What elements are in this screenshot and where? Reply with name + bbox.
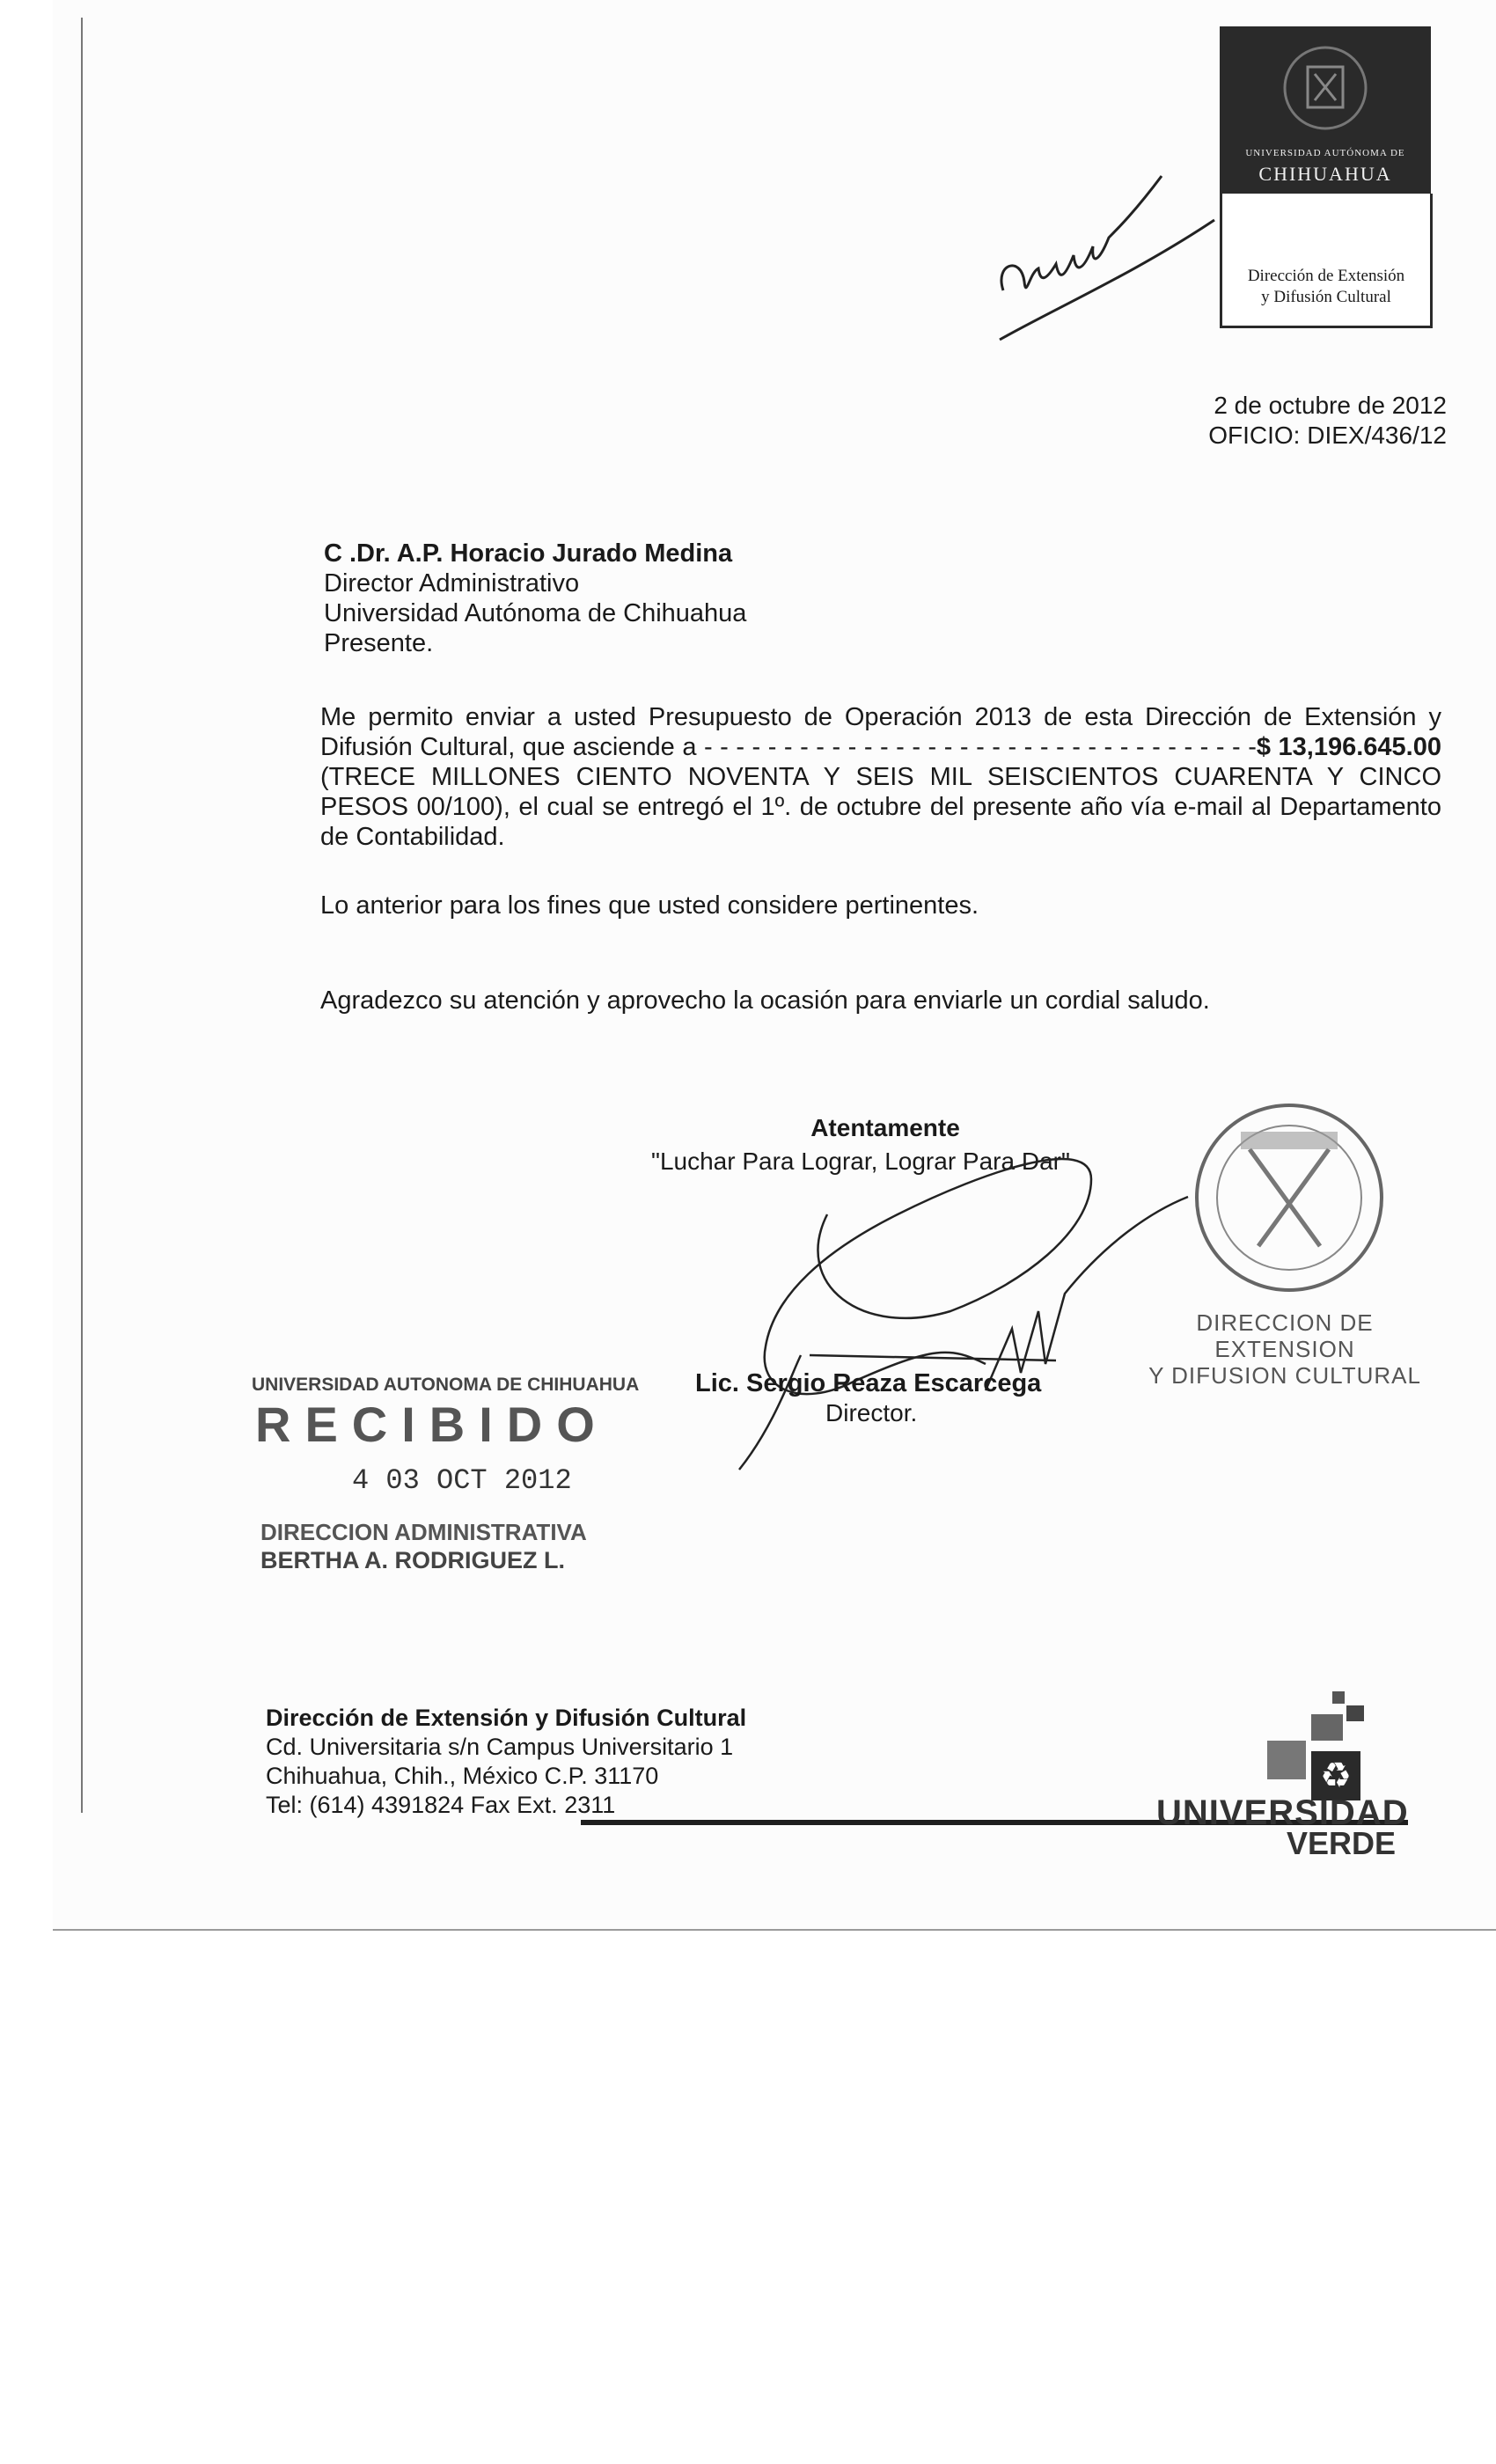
signer-title: Director. [825, 1399, 918, 1426]
oficio-number: OFICIO: DIEX/436/12 [1208, 422, 1447, 449]
margin-line [81, 18, 83, 1813]
footer-line-1: Cd. Universitaria s/n Campus Universitario 1 [266, 1734, 734, 1760]
footer-line-3: Tel: (614) 4391824 Fax Ext. 2311 [266, 1792, 616, 1818]
stamp-recibido: RECIBIDO [255, 1397, 609, 1452]
universidad-verde-line-2: VERDE [1287, 1825, 1397, 1861]
seal-caption: DIRECCION DE EXTENSION Y DIFUSION CULTURAL [1148, 1309, 1421, 1389]
logo-city-text: CHIHUAHUA [1258, 163, 1392, 185]
body-paragraph-1 [320, 702, 1441, 852]
closing-atentamente: Atentamente [810, 1114, 960, 1141]
body-paragraph-2: Lo anterior para los fines que usted considere pertinentes. [320, 891, 979, 920]
recipient-title: Director Administrativo [324, 569, 580, 598]
recipient-institution: Universidad Autónoma de Chihuahua [324, 599, 747, 627]
logo-department-text: Dirección de Extensión y Difusión Cultural [1247, 267, 1405, 306]
footer-title: Dirección de Extensión y Difusión Cultural [266, 1705, 747, 1731]
date-block [1056, 391, 1447, 451]
recipient-name: C .Dr. A.P. Horacio Jurado Medina [324, 539, 733, 568]
letterhead-logo [1220, 26, 1431, 317]
recipient-greeting: Presente. [324, 629, 434, 657]
stamp-date: 4 03 OCT 2012 [352, 1464, 572, 1497]
stamp-person: BERTHA A. RODRIGUEZ L. [260, 1547, 565, 1573]
footer-address [266, 1704, 746, 1820]
body-amount-in-words: (TRECE MILLONES CIENTO NOVENTA Y SEIS MIL SEISCIENTOS CUARENTA Y CINCO PESOS 00/100), el cual se entregó el 1º. de octubre del presente año vía e-mail al Departamento de Contabilidad. [320, 763, 1441, 851]
handwritten-acuse-annotation [986, 158, 1232, 352]
stamp-department: DIRECCION ADMINISTRATIVA [260, 1519, 587, 1545]
stamp-university: UNIVERSIDAD AUTONOMA DE CHIHUAHUA [252, 1375, 640, 1395]
recycle-icon: ♻ [1311, 1751, 1360, 1800]
recipient-block [324, 539, 1292, 658]
logo-university-text: UNIVERSIDAD AUTÓNOMA DE [1245, 148, 1405, 158]
universidad-verde-line-1: UNIVERSIDAD [1156, 1793, 1409, 1832]
body-intro: Me permito enviar a usted Presupuesto de Operación 2013 de esta Dirección de Extensión y Difusión Cultural, que asciende a - - - - - - - - - - - - - - - - - - - - - - - - - - - - - - - - - - - [320, 703, 1441, 761]
closing-motto: "Luchar Para Lograr, Lograr Para Dar" [651, 1148, 1070, 1175]
department-seal-icon [1188, 1096, 1390, 1299]
body-paragraph-3: Agradezco su atención y aprovecho la ocasión para enviarle un cordial saludo. [320, 986, 1210, 1015]
logo-dark-panel [1220, 26, 1431, 194]
letter-date: 2 de octubre de 2012 [1214, 392, 1447, 419]
budget-amount: $ 13,196.645.00 [1256, 733, 1441, 761]
signer-name: Lic. Sergio Reaza Escarcega [695, 1369, 1042, 1397]
logo-department-panel [1220, 194, 1433, 328]
footer-line-2: Chihuahua, Chih., México C.P. 31170 [266, 1763, 659, 1789]
